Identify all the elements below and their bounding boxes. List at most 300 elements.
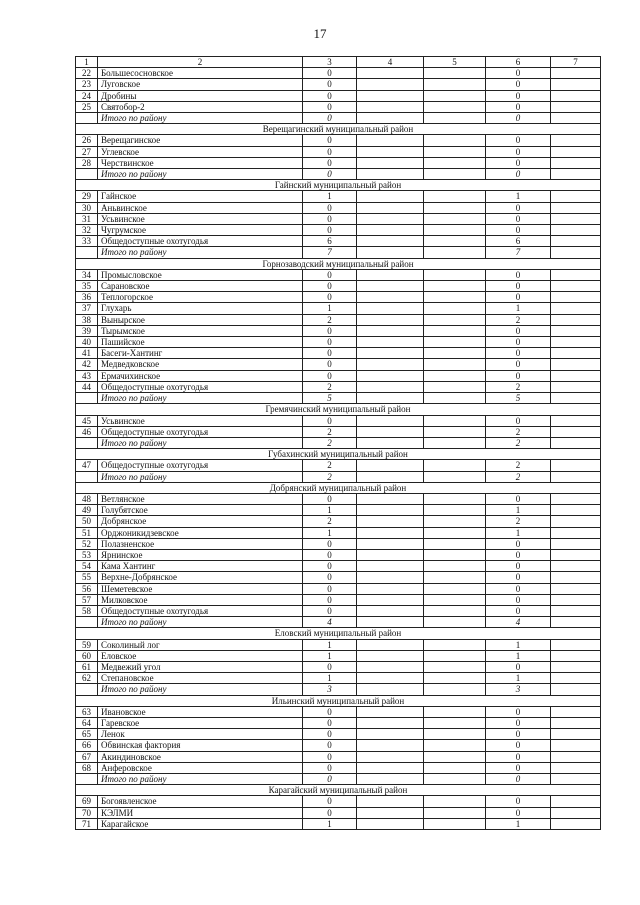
col4-value	[357, 281, 424, 292]
row-number: 55	[76, 572, 98, 583]
district-header-row	[76, 482, 601, 493]
col4-value	[357, 617, 424, 628]
col4-value	[357, 527, 424, 538]
col6-value: 0	[486, 807, 551, 818]
col6-value: 0	[486, 269, 551, 280]
table-row	[76, 706, 601, 717]
area-name: Милковское	[98, 594, 303, 605]
district-total-row	[76, 617, 601, 628]
col6-value: 0	[486, 706, 551, 717]
col3-value: 4	[303, 617, 357, 628]
col4-value	[357, 706, 424, 717]
col4-value	[357, 381, 424, 392]
col4-value	[357, 157, 424, 168]
row-number: 60	[76, 650, 98, 661]
col4-value	[357, 303, 424, 314]
area-name: Ленок	[98, 729, 303, 740]
col5-value	[424, 717, 486, 728]
col5-value	[424, 471, 486, 482]
row-number: 23	[76, 79, 98, 90]
district-total-row	[76, 437, 601, 448]
col3-value: 7	[303, 247, 357, 258]
area-name: Ермачихинское	[98, 370, 303, 381]
area-name: Аньвинское	[98, 202, 303, 213]
col6-value: 0	[486, 90, 551, 101]
col6-value: 0	[486, 157, 551, 168]
area-name: Общедоступные охотугодья	[98, 605, 303, 616]
district-header-row	[76, 258, 601, 269]
table-row	[76, 202, 601, 213]
area-name: Углевское	[98, 146, 303, 157]
table-row	[76, 538, 601, 549]
col6-value: 1	[486, 639, 551, 650]
table-row	[76, 213, 601, 224]
area-name: Ивановское	[98, 706, 303, 717]
col7-value	[551, 639, 601, 650]
district-name: Гайнский муниципальный район	[76, 180, 601, 191]
district-name: Карагайский муниципальный район	[76, 785, 601, 796]
col6-value: 2	[486, 381, 551, 392]
col6-value: 2	[486, 471, 551, 482]
table-body	[76, 57, 601, 830]
col3-value: 0	[303, 561, 357, 572]
col3-value: 0	[303, 213, 357, 224]
col4-value	[357, 605, 424, 616]
col7-value	[551, 617, 601, 628]
col7-value	[551, 381, 601, 392]
table-row	[76, 807, 601, 818]
col5-value	[424, 729, 486, 740]
col6-value: 0	[486, 348, 551, 359]
area-name: Теплогорское	[98, 292, 303, 303]
col3-value: 0	[303, 79, 357, 90]
col5-value	[424, 505, 486, 516]
area-name: Итого по району	[98, 247, 303, 258]
col3-value: 0	[303, 796, 357, 807]
col5-value	[424, 706, 486, 717]
col5-value	[424, 639, 486, 650]
table-row	[76, 348, 601, 359]
col5-value	[424, 661, 486, 672]
row-number: 57	[76, 594, 98, 605]
row-number: 48	[76, 493, 98, 504]
area-name: Медвежий угол	[98, 661, 303, 672]
row-number: 58	[76, 605, 98, 616]
table-row	[76, 729, 601, 740]
col6-value: 2	[486, 460, 551, 471]
area-name: Карагайское	[98, 818, 303, 829]
row-number: 28	[76, 157, 98, 168]
table-row	[76, 303, 601, 314]
col3-value: 0	[303, 68, 357, 79]
col3-value: 0	[303, 572, 357, 583]
col7-value	[551, 796, 601, 807]
col4-value	[357, 213, 424, 224]
col7-value	[551, 135, 601, 146]
col3-value: 2	[303, 426, 357, 437]
area-name: Голубятское	[98, 505, 303, 516]
col7-value	[551, 146, 601, 157]
col6-value: 0	[486, 359, 551, 370]
row-number: 34	[76, 269, 98, 280]
col4-value	[357, 661, 424, 672]
col5-value	[424, 527, 486, 538]
col7-value	[551, 561, 601, 572]
row-number: 63	[76, 706, 98, 717]
col5-value	[424, 549, 486, 560]
col4-value	[357, 594, 424, 605]
col6-value: 0	[486, 337, 551, 348]
table-row	[76, 359, 601, 370]
district-header-row	[76, 695, 601, 706]
row-number	[76, 247, 98, 258]
district-header-row	[76, 628, 601, 639]
col4-value	[357, 516, 424, 527]
table-row	[76, 415, 601, 426]
col3-value: 0	[303, 292, 357, 303]
col6-value: 0	[486, 493, 551, 504]
row-number: 52	[76, 538, 98, 549]
col6-value: 3	[486, 684, 551, 695]
table-row	[76, 594, 601, 605]
district-name: Горнозаводский муниципальный район	[76, 258, 601, 269]
col5-value	[424, 393, 486, 404]
col7-value	[551, 113, 601, 124]
table-row	[76, 572, 601, 583]
col7-value	[551, 740, 601, 751]
col4-value	[357, 460, 424, 471]
col6-value: 0	[486, 751, 551, 762]
area-name: Общедоступные охотугодья	[98, 460, 303, 471]
table-row	[76, 516, 601, 527]
col6-value: 1	[486, 650, 551, 661]
col7-value	[551, 415, 601, 426]
district-header-row	[76, 404, 601, 415]
col7-value	[551, 437, 601, 448]
col7-value	[551, 774, 601, 785]
col7-value	[551, 650, 601, 661]
col4-value	[357, 796, 424, 807]
col4-value	[357, 740, 424, 751]
row-number: 44	[76, 381, 98, 392]
col5-value	[424, 225, 486, 236]
row-number: 40	[76, 337, 98, 348]
area-name: Итого по району	[98, 617, 303, 628]
col7-value	[551, 225, 601, 236]
col3-value: 0	[303, 740, 357, 751]
col5-value	[424, 437, 486, 448]
col7-value	[551, 527, 601, 538]
col7-value	[551, 706, 601, 717]
col3-value: 0	[303, 348, 357, 359]
col3-value: 0	[303, 370, 357, 381]
district-name: Гремячинский муниципальный район	[76, 404, 601, 415]
row-number: 30	[76, 202, 98, 213]
col6-value: 0	[486, 605, 551, 616]
col6-value: 1	[486, 505, 551, 516]
header-cell: 2	[98, 57, 303, 68]
col5-value	[424, 807, 486, 818]
col7-value	[551, 751, 601, 762]
col3-value: 2	[303, 437, 357, 448]
area-name: Обвинская фактория	[98, 740, 303, 751]
area-name: Усьвинское	[98, 415, 303, 426]
col5-value	[424, 493, 486, 504]
col6-value: 0	[486, 538, 551, 549]
area-name: Анферовское	[98, 762, 303, 773]
area-name: Большесосновское	[98, 68, 303, 79]
col5-value	[424, 68, 486, 79]
col7-value	[551, 717, 601, 728]
col7-value	[551, 549, 601, 560]
col4-value	[357, 807, 424, 818]
col4-value	[357, 169, 424, 180]
district-total-row	[76, 113, 601, 124]
col4-value	[357, 505, 424, 516]
district-total-row	[76, 247, 601, 258]
table-row	[76, 426, 601, 437]
col4-value	[357, 415, 424, 426]
district-name: Верещагинский муниципальный район	[76, 124, 601, 135]
district-total-row	[76, 471, 601, 482]
col6-value: 0	[486, 79, 551, 90]
col4-value	[357, 292, 424, 303]
col3-value: 0	[303, 202, 357, 213]
col4-value	[357, 247, 424, 258]
col3-value: 1	[303, 650, 357, 661]
col5-value	[424, 415, 486, 426]
col5-value	[424, 247, 486, 258]
area-name: Гаревское	[98, 717, 303, 728]
row-number: 22	[76, 68, 98, 79]
row-number: 64	[76, 717, 98, 728]
col6-value: 0	[486, 740, 551, 751]
col7-value	[551, 101, 601, 112]
district-name: Губахинский муниципальный район	[76, 449, 601, 460]
row-number: 26	[76, 135, 98, 146]
col3-value: 0	[303, 225, 357, 236]
header-cell: 7	[551, 57, 601, 68]
col7-value	[551, 594, 601, 605]
table-row	[76, 740, 601, 751]
area-name: Глухарь	[98, 303, 303, 314]
col3-value: 0	[303, 717, 357, 728]
col6-value: 0	[486, 213, 551, 224]
table-row	[76, 225, 601, 236]
col7-value	[551, 325, 601, 336]
col4-value	[357, 90, 424, 101]
col5-value	[424, 583, 486, 594]
row-number: 56	[76, 583, 98, 594]
row-number: 42	[76, 359, 98, 370]
col4-value	[357, 717, 424, 728]
col6-value: 0	[486, 370, 551, 381]
area-name: Тырымское	[98, 325, 303, 336]
col5-value	[424, 325, 486, 336]
table-row	[76, 818, 601, 829]
col4-value	[357, 639, 424, 650]
col4-value	[357, 359, 424, 370]
table-row	[76, 135, 601, 146]
row-number: 43	[76, 370, 98, 381]
col3-value: 0	[303, 90, 357, 101]
table-row	[76, 281, 601, 292]
area-name: Соколиный лог	[98, 639, 303, 650]
area-name: Кама Хантинг	[98, 561, 303, 572]
quota-table	[75, 56, 601, 830]
table-row	[76, 314, 601, 325]
row-number: 70	[76, 807, 98, 818]
col4-value	[357, 191, 424, 202]
row-number: 61	[76, 661, 98, 672]
col7-value	[551, 460, 601, 471]
col6-value: 6	[486, 236, 551, 247]
col5-value	[424, 202, 486, 213]
col6-value: 0	[486, 583, 551, 594]
area-name: Черствинское	[98, 157, 303, 168]
col6-value: 0	[486, 415, 551, 426]
row-number: 67	[76, 751, 98, 762]
row-number: 29	[76, 191, 98, 202]
area-name: Общедоступные охотугодья	[98, 381, 303, 392]
table-row	[76, 292, 601, 303]
row-number: 62	[76, 673, 98, 684]
row-number: 54	[76, 561, 98, 572]
row-number: 53	[76, 549, 98, 560]
col4-value	[357, 101, 424, 112]
row-number	[76, 471, 98, 482]
col7-value	[551, 202, 601, 213]
table-row	[76, 381, 601, 392]
col7-value	[551, 505, 601, 516]
col6-value: 0	[486, 594, 551, 605]
col6-value: 4	[486, 617, 551, 628]
col4-value	[357, 370, 424, 381]
col5-value	[424, 146, 486, 157]
col6-value: 0	[486, 281, 551, 292]
col3-value: 0	[303, 605, 357, 616]
col6-value: 2	[486, 426, 551, 437]
col7-value	[551, 673, 601, 684]
col3-value: 0	[303, 583, 357, 594]
col6-value: 2	[486, 314, 551, 325]
row-number	[76, 437, 98, 448]
col7-value	[551, 762, 601, 773]
table-row	[76, 605, 601, 616]
row-number: 31	[76, 213, 98, 224]
col5-value	[424, 538, 486, 549]
col3-value: 2	[303, 381, 357, 392]
col7-value	[551, 471, 601, 482]
col5-value	[424, 101, 486, 112]
table-row	[76, 762, 601, 773]
col3-value: 0	[303, 146, 357, 157]
col4-value	[357, 762, 424, 773]
col4-value	[357, 79, 424, 90]
row-number: 65	[76, 729, 98, 740]
col6-value: 2	[486, 437, 551, 448]
row-number: 32	[76, 225, 98, 236]
col4-value	[357, 751, 424, 762]
area-name: Итого по району	[98, 393, 303, 404]
area-name: Итого по району	[98, 471, 303, 482]
col4-value	[357, 314, 424, 325]
col5-value	[424, 113, 486, 124]
row-number: 37	[76, 303, 98, 314]
col7-value	[551, 393, 601, 404]
col4-value	[357, 684, 424, 695]
col3-value: 0	[303, 325, 357, 336]
col4-value	[357, 561, 424, 572]
col3-value: 0	[303, 169, 357, 180]
district-header-row	[76, 785, 601, 796]
row-number	[76, 393, 98, 404]
table-row	[76, 146, 601, 157]
col7-value	[551, 236, 601, 247]
table-row	[76, 639, 601, 650]
col6-value: 0	[486, 292, 551, 303]
col4-value	[357, 146, 424, 157]
col3-value: 0	[303, 549, 357, 560]
col6-value: 0	[486, 762, 551, 773]
col6-value: 0	[486, 135, 551, 146]
col6-value: 0	[486, 169, 551, 180]
col5-value	[424, 314, 486, 325]
area-name: Ветлянское	[98, 493, 303, 504]
col3-value: 0	[303, 269, 357, 280]
col6-value: 0	[486, 225, 551, 236]
area-name: Сарановское	[98, 281, 303, 292]
area-name: Пашийское	[98, 337, 303, 348]
district-total-row	[76, 393, 601, 404]
district-header-row	[76, 449, 601, 460]
area-name: Богоявленское	[98, 796, 303, 807]
col4-value	[357, 337, 424, 348]
row-number: 41	[76, 348, 98, 359]
col4-value	[357, 437, 424, 448]
area-name: Промысловское	[98, 269, 303, 280]
col6-value: 0	[486, 774, 551, 785]
col6-value: 0	[486, 561, 551, 572]
col5-value	[424, 605, 486, 616]
row-number: 69	[76, 796, 98, 807]
district-name: Ильинский муниципальный район	[76, 695, 601, 706]
col3-value: 1	[303, 505, 357, 516]
col5-value	[424, 818, 486, 829]
col7-value	[551, 359, 601, 370]
col3-value: 1	[303, 818, 357, 829]
col7-value	[551, 661, 601, 672]
district-total-row	[76, 684, 601, 695]
col4-value	[357, 325, 424, 336]
col4-value	[357, 426, 424, 437]
row-number: 68	[76, 762, 98, 773]
table-row	[76, 191, 601, 202]
col5-value	[424, 157, 486, 168]
col4-value	[357, 673, 424, 684]
col7-value	[551, 684, 601, 695]
col7-value	[551, 157, 601, 168]
row-number: 45	[76, 415, 98, 426]
row-number	[76, 169, 98, 180]
area-name: Общедоступные охотугодья	[98, 426, 303, 437]
col3-value: 0	[303, 337, 357, 348]
district-header-row	[76, 124, 601, 135]
col6-value: 0	[486, 325, 551, 336]
table-row	[76, 673, 601, 684]
col5-value	[424, 684, 486, 695]
table-row	[76, 460, 601, 471]
